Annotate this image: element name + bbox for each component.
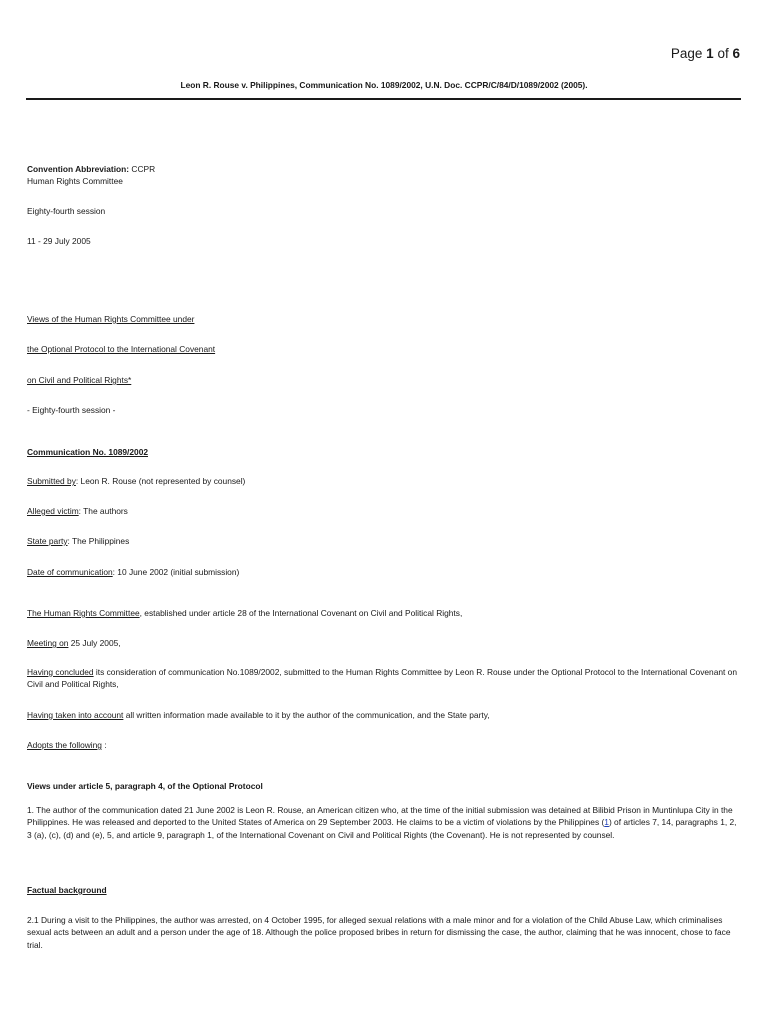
preamble-account-text: all written information made available to it by the author of the communication, and the State party, <box>123 710 490 720</box>
state-party-value: : The Philippines <box>67 536 130 546</box>
alleged-victim-label: Alleged victim <box>27 506 79 516</box>
alleged-victim-value: : The authors <box>78 506 128 516</box>
preamble-adopts-label: Adopts the following <box>27 740 102 750</box>
page-number <box>671 46 740 61</box>
factual-background-heading: Factual background <box>27 885 107 895</box>
convention-line <box>27 163 742 175</box>
preamble-meeting-label: Meeting on <box>27 638 69 648</box>
submitted-by-label: Submitted by <box>27 476 76 486</box>
preamble-concluded-text: its consideration of communication No.1089/2002, submitted to the Human Rights Committee by Leon R. Rouse under the Optional Protocol to the International Covenant on Civil and Political Rights, <box>27 667 737 690</box>
views-section-heading: Views under article 5, paragraph 4, of the Optional Protocol <box>27 781 263 791</box>
state-party-label: State party <box>27 536 68 546</box>
header-rule <box>26 98 741 100</box>
date-of-communication-value: : 10 June 2002 (initial submission) <box>112 567 240 577</box>
date-of-communication-line <box>27 566 742 578</box>
preamble-committee-text: , established under article 28 of the International Covenant on Civil and Political Rights, <box>139 608 463 618</box>
preamble-meeting-text: 25 July 2005, <box>68 638 121 648</box>
paragraph-2-1: 2.1 During a visit to the Philippines, the author was arrested, on 4 October 1995, for alleged sexual relations with a male minor and for a violation of the Child Abuse Law, which criminalises sexual acts between an adult and a person under the age of 18. Although the police proposed bribes in return for dismissing the case, the author, claiming that he was innocent, chose to face trial. <box>27 915 731 950</box>
preamble-adopts-text: : <box>101 740 107 750</box>
paragraph-1-part-a: 1. The author of the communication dated 21 June 2002 is Leon R. Rouse, an American citizen who, at the time of the initial submission was detained at Bilibid Prison in Muntinlupa City in the Philippines. He was released and deported to the United States of America on 29 September 2003. He claims to be a victim of violations by the Philippines ( <box>27 805 733 828</box>
convention-value: CCPR <box>129 164 156 174</box>
page-label: Page <box>670 46 703 61</box>
preamble-committee <box>27 607 742 619</box>
preamble-concluded-label: Having concluded <box>27 667 94 677</box>
paragraph-1-part-b: ) of articles 7, 14, paragraphs 1, 2, 3 (a), (c), (d) and (e), 5, and article 9, paragraph 1, of the International Covenant on Civil and Political Rights (the Covenant). He is not represented by counsel. <box>27 817 737 840</box>
views-heading-line3: on Civil and Political Rights* <box>27 375 132 385</box>
state-party-line <box>27 535 742 547</box>
submitted-by-value: : Leon R. Rouse (not represented by counsel) <box>75 476 246 486</box>
views-session: - Eighty-fourth session - <box>27 405 116 415</box>
committee-name: Human Rights Committee <box>27 176 123 186</box>
convention-label: Convention Abbreviation: <box>27 164 130 174</box>
views-heading-line1: Views of the Human Rights Committee under <box>27 314 195 324</box>
preamble-committee-label: The Human Rights Committee <box>27 608 140 618</box>
communication-number: Communication No. 1089/2002 <box>27 447 149 457</box>
page-of-label: of <box>717 46 729 61</box>
page-total: 6 <box>732 46 740 61</box>
session-name: Eighty-fourth session <box>27 206 106 216</box>
page-current: 1 <box>706 46 714 61</box>
preamble-account-label: Having taken into account <box>27 710 124 720</box>
submitted-by-line <box>27 475 742 487</box>
alleged-victim-line <box>27 505 742 517</box>
session-dates: 11 - 29 July 2005 <box>27 236 91 246</box>
footnote-1-link[interactable]: 1 <box>604 817 609 828</box>
views-heading-line2: the Optional Protocol to the International Covenant <box>27 344 216 354</box>
preamble-meeting <box>27 637 742 649</box>
preamble-account <box>27 709 742 721</box>
document-header-title: Leon R. Rouse v. Philippines, Communication No. 1089/2002, U.N. Doc. CCPR/C/84/D/1089/2002 (2005). <box>180 80 588 90</box>
paragraph-1 <box>27 804 742 841</box>
preamble-concluded <box>27 666 742 691</box>
preamble-adopts <box>27 739 742 751</box>
date-of-communication-label: Date of communication <box>27 567 113 577</box>
